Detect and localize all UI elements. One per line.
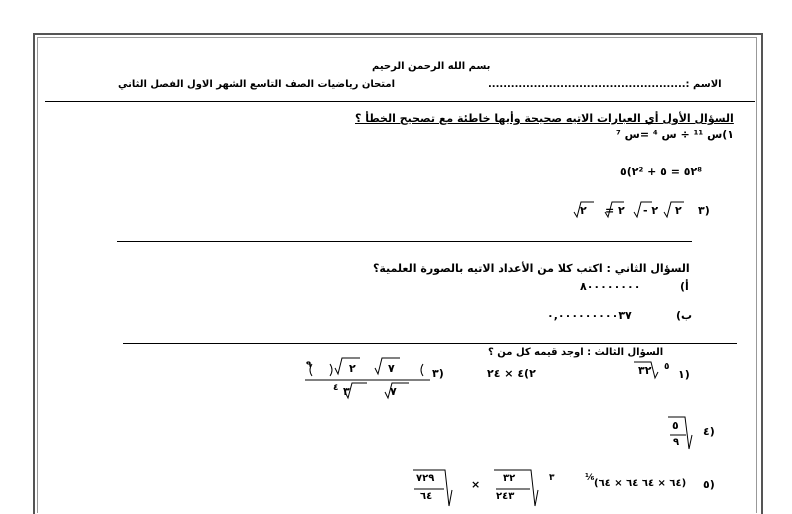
q1-item-3-term-c: = ٢: [605, 204, 625, 217]
q3-item-1-radical: [630, 360, 665, 382]
exam-title: امتحان رياضيات الصف التاسع الشهر الاول الفصل الثاني: [118, 79, 396, 90]
q1-item-3-term-d: ٢: [580, 204, 587, 217]
q2-b-value: ٠,٠٠٠٠٠٠٠٠٠٣٧: [547, 309, 632, 322]
q3-item-5-frac1-denominator: ٢٤٣: [496, 491, 515, 502]
q3-item-3-number: ٣): [432, 367, 444, 380]
q2-divider: [123, 343, 737, 344]
q3-item-1-number: ١): [678, 368, 690, 381]
q3-item-4-number: ٤): [703, 425, 715, 438]
q3-item-5-frac2-numerator: ٧٢٩: [416, 473, 435, 484]
header-divider: [45, 101, 755, 102]
name-field-label: الاسم :....................................................: [488, 79, 722, 90]
q3-item-5-expression: (٦٤ × ٦٤ ٦٤ × ٦٤): [594, 478, 687, 489]
q3-item-3-top-b: ٢: [349, 362, 356, 375]
q3-item-5-times: ×: [471, 478, 481, 491]
q1-item-3-term-b: - ٢: [643, 204, 659, 217]
q3-item-3-fraction: [305, 356, 435, 400]
q1-item-3-term-a: ٢: [675, 204, 682, 217]
q3-item-1-radicand: ٣٢: [638, 364, 652, 377]
q3-item-2: ٢)٤ × ٢٤: [487, 367, 536, 380]
q3-item-3-power: ٩: [306, 360, 312, 370]
q3-item-5-radicals: [410, 468, 550, 512]
q1-item-3-number: ٣): [698, 204, 710, 217]
q2-a-label: أ): [680, 280, 689, 293]
q3-item-3-bot-a: ٧: [390, 385, 397, 398]
q3-item-5-index: ٣: [549, 473, 555, 483]
q3-item-3-bot-b: ٣: [343, 385, 350, 398]
basmala: بسم الله الرحمن الرحيم: [372, 61, 491, 72]
q3-item-5-number: ٥): [703, 478, 715, 491]
q3-item-4-radical: [664, 415, 698, 455]
page-border-inner: [37, 37, 757, 513]
q3-item-4-denominator: ٩: [673, 437, 680, 448]
q3-item-5-frac1-numerator: ٣٢: [503, 473, 516, 484]
q3-item-3-bottom-power: ٤: [333, 383, 339, 393]
q1-item-1: ١)س ¹¹ ÷ س ⁴ =س ⁷: [616, 128, 735, 141]
q3-item-3-top-a: ٧: [388, 362, 395, 375]
q3-item-5-frac2-denominator: ٦٤: [420, 491, 433, 502]
q3-item-1-index: ٥: [664, 362, 670, 372]
q3-item-4-numerator: ٥: [672, 419, 679, 432]
q1-title: السؤال الأول أي العبارات الاتيه صحيحة وأيها خاطئة مع تصحيح الخطأ ؟: [355, 112, 734, 125]
q2-title: السؤال الثاني : اكتب كلا من الأعداد الاتيه بالصورة العلمية؟: [373, 262, 690, 275]
q3-item-5-power: ¹⁄₆: [585, 473, 595, 483]
q2-a-value: ٨٠٠٠٠٠٠٠٠: [580, 280, 641, 293]
q1-divider: [117, 241, 692, 242]
q3-title: السؤال الثالث : اوجد قيمه كل من ؟: [488, 347, 664, 358]
q1-item-3-radicals: [572, 200, 692, 220]
q1-item-2: ٢)٥² + ٥٢ = ٥⁸: [620, 165, 703, 178]
q2-b-label: ب): [676, 309, 693, 322]
